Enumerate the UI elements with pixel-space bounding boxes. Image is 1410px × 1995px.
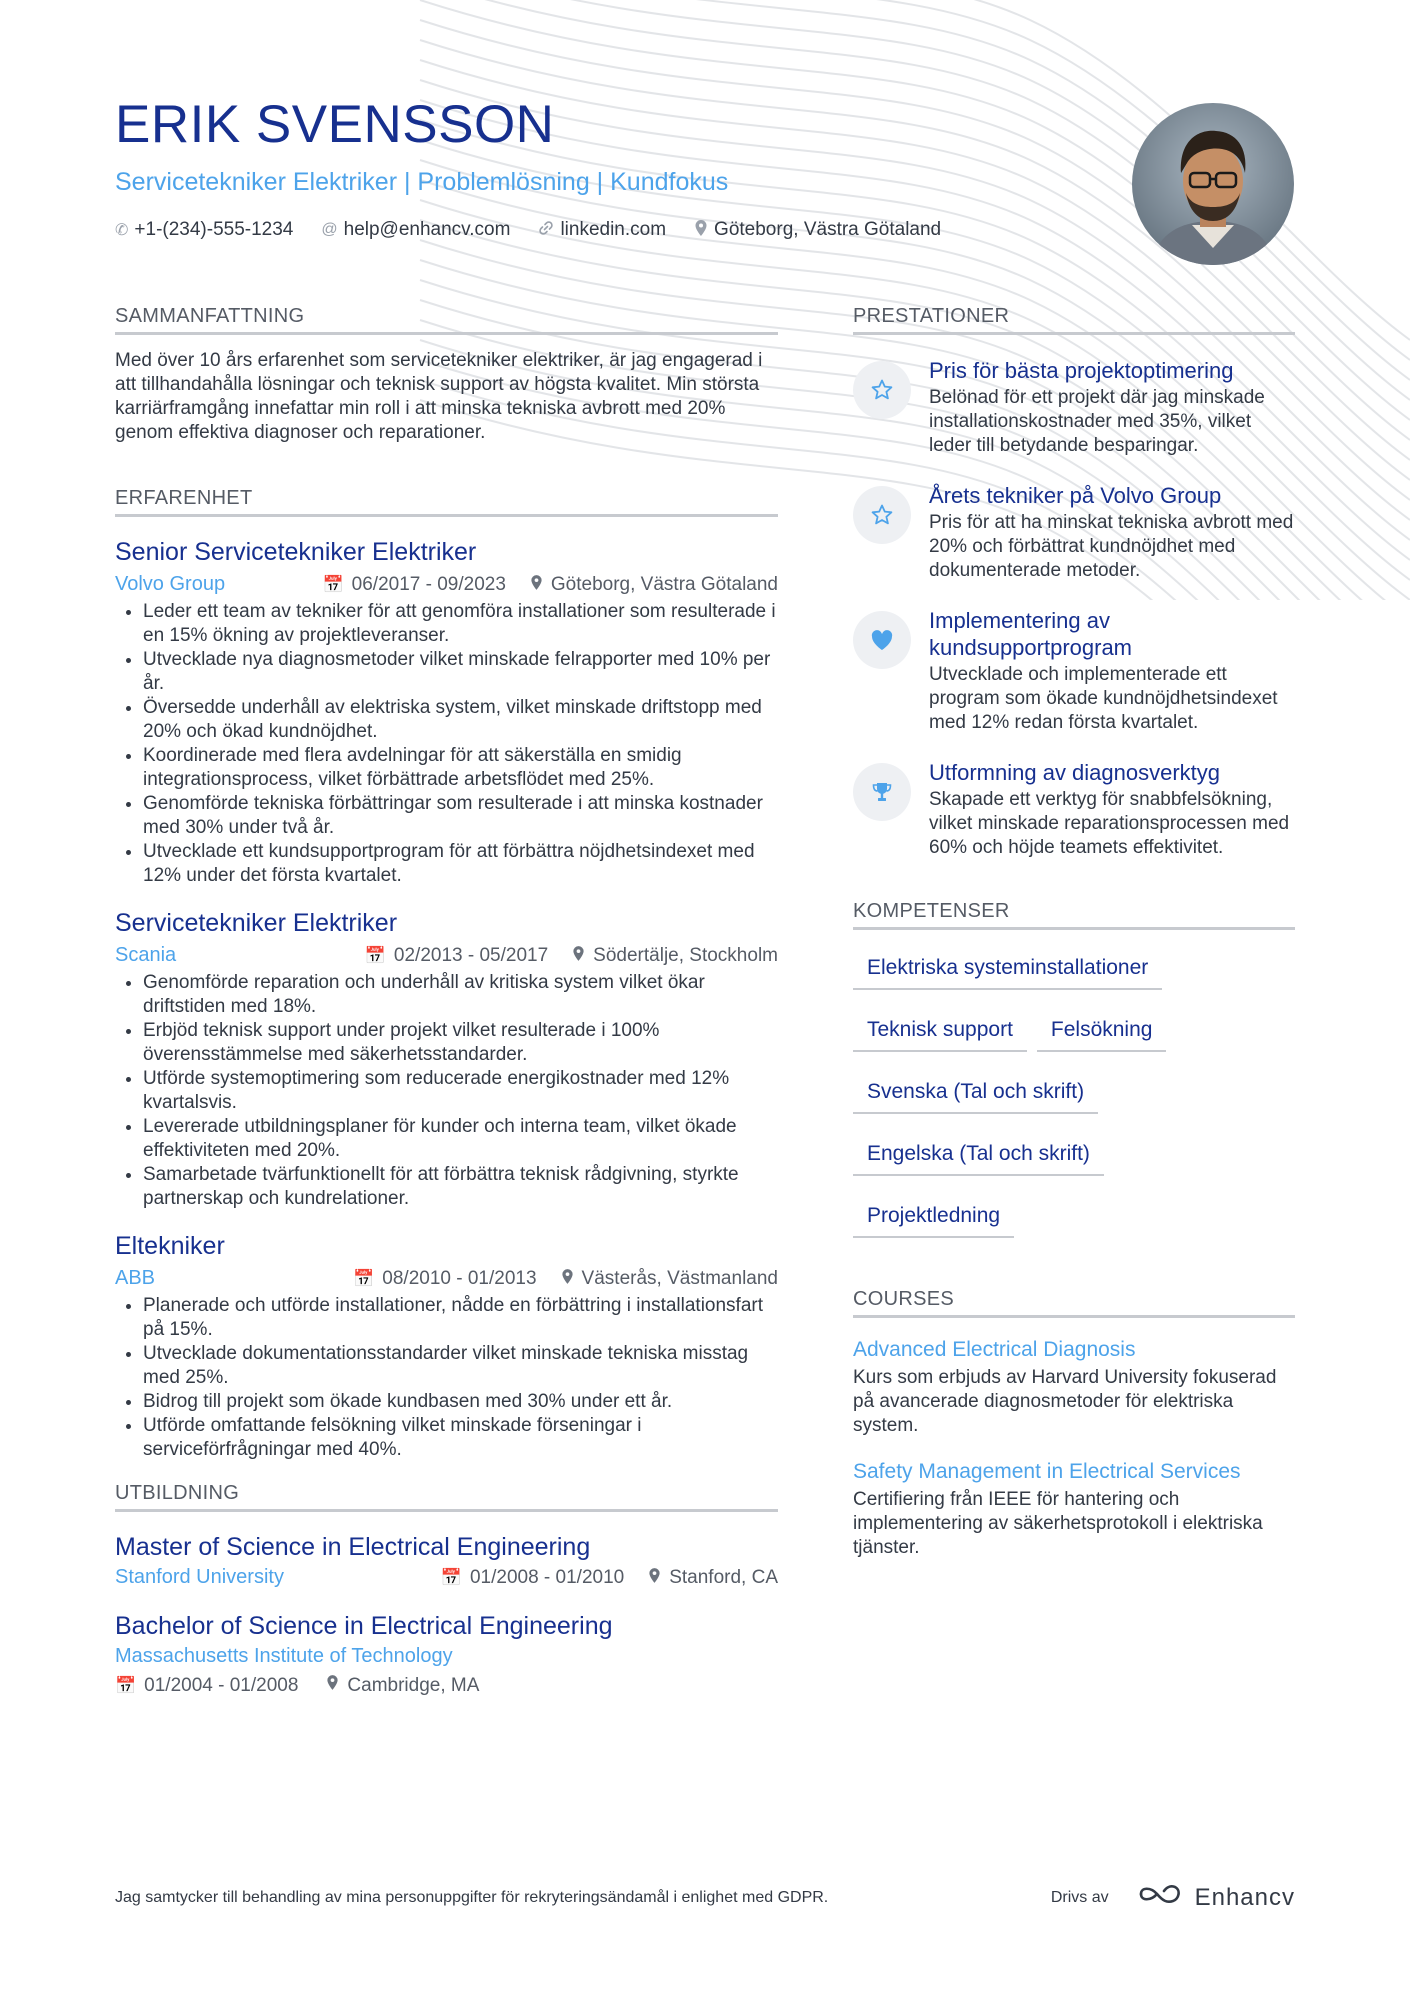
job-bullet: • Genomförde tekniska förbättringar som resulterade i att minska kostnader med 30% under två år. [143,792,778,840]
resume-header [115,95,1115,242]
job-dates: 08/2010 - 01/2013 [382,1267,537,1289]
job-meta [115,1267,778,1290]
skill-tag: Felsökning [1037,1010,1167,1052]
achievement-item [853,759,1295,860]
link-icon [538,220,554,241]
course-desc: Kurs som erbjuds av Harvard University fokuserad på avancerade diagnosmetoder för elektriska system. [853,1367,1277,1436]
contact-email[interactable] [321,219,510,241]
job-title: Eltekniker [115,1232,225,1260]
job-title: Servicetekniker Elektriker [115,909,398,937]
course-desc: Certifiering från IEEE för hantering och implementering av säkerhetsprotokoll i elektriska tjänster. [853,1489,1263,1558]
summary-section [115,305,778,445]
achievement-desc: Pris för att ha minskat tekniska avbrott med 20% och förbättrat kundnöjdhet med dokumenterade metoder. [929,512,1294,581]
job-bullet: • Bidrog till projekt som ökade kundbasen med 30% under ett år. [143,1390,778,1414]
enhancv-logo[interactable] [1137,1882,1295,1913]
contact-location [694,219,941,242]
job-bullet: • Utvecklade ett kundsupportprogram för att förbättra nöjdhetsindexet med 12% under det första kvartalet. [143,840,778,888]
education-section [115,1482,778,1697]
education-details [441,1567,778,1589]
profile-photo [1132,103,1294,265]
infinity-logo-icon [1137,1882,1185,1913]
job-bullet: • Leder ett team av tekniker för att genomföra installationer som resulterade i en 15% ökning av projektleveranser. [143,600,778,648]
contact-linkedin[interactable] [538,219,666,241]
course-item [853,1460,1295,1560]
job-details [353,1268,778,1290]
achievement-item [853,607,1295,735]
achievement-item [853,357,1295,458]
heart-icon [853,611,911,669]
skill-tag: Elektriska systeminstallationer [853,948,1162,990]
company-name: Scania [115,944,177,966]
job-dates: 06/2017 - 09/2023 [351,573,506,595]
candidate-name: ERIK SVENSSON [115,95,555,154]
job-entry [115,908,778,1211]
job-bullet: • Levererade utbildningsplaner för kunder och interna team, vilket ökade effektiviteten med 20%. [143,1115,778,1163]
company-name: Volvo Group [115,573,226,595]
candidate-title: Servicetekniker Elektriker | Problemlösning | Kundfokus [115,168,729,196]
education-meta [115,1566,778,1589]
job-details [322,574,778,596]
achievement-title: Pris för bästa projektoptimering [929,358,1234,383]
degree-title: Master of Science in Electrical Engineering [115,1533,591,1561]
trophy-icon [853,763,911,821]
star-icon [853,361,911,419]
location-pin-icon [648,1567,661,1589]
job-meta [115,944,778,967]
achievement-title: Utformning av diagnosverktyg [929,760,1221,785]
education-dates: 01/2008 - 01/2010 [469,1566,625,1588]
summary-heading: SAMMANFATTNING [115,305,778,335]
skill-tag: Teknisk support [853,1010,1027,1052]
location-pin-icon [561,1268,574,1290]
job-bullet: • Utförde systemoptimering som reducerade energikostnader med 12% kvartalsvis. [143,1067,778,1115]
summary-text: Med över 10 års erfarenhet som servicetekniker elektriker, är jag engagerad i att tillhandahålla lösningar och teknisk support av högsta kvalitet. Min största karriärframgång innefattar min roll i att minska tekniska avbrott med 20% genom effektiva diagnoser och reparationer. [115,350,763,443]
phone-icon: ✆ [115,222,129,239]
job-dates: 02/2013 - 05/2017 [393,944,549,966]
brand-name: Enhancv [1194,1883,1295,1911]
left-column [115,305,778,1719]
skill-tag: Engelska (Tal och skrift) [853,1134,1104,1176]
experience-section [115,487,778,1462]
education-item [115,1532,778,1589]
location-pin-icon [326,1674,339,1697]
calendar-icon: 📅 [322,574,344,594]
skill-tag: Svenska (Tal och skrift) [853,1072,1098,1114]
calendar-icon: 📅 [353,1268,375,1288]
degree-title: Bachelor of Science in Electrical Engineering [115,1612,613,1640]
job-list [115,537,778,1462]
job-entry [115,1231,778,1462]
job-location: Södertälje, Stockholm [593,944,778,966]
powered-by [1051,1882,1295,1913]
job-location: Västerås, Västmanland [581,1267,778,1289]
phone-text: +1-(234)-555-1234 [134,219,294,240]
location-text: Göteborg, Västra Götaland [714,219,942,240]
education-dates: 01/2004 - 01/2008 [144,1674,299,1696]
course-item [853,1338,1295,1438]
job-bullet: • Planerade och utförde installationer, nådde en förbättring i installationsfart på 15%. [143,1294,778,1342]
company-name: ABB [115,1267,156,1289]
achievement-item [853,482,1295,583]
job-meta [115,573,778,596]
job-bullets [115,971,778,1211]
page-footer [115,1882,1295,1913]
calendar-icon: 📅 [364,945,386,965]
course-title: Advanced Electrical Diagnosis [853,1338,1136,1361]
star-icon [853,486,911,544]
experience-heading: ERFARENHET [115,487,778,517]
job-bullets [115,1294,778,1462]
education-heading: UTBILDNING [115,1482,778,1512]
education-meta [115,1645,778,1668]
school-name: Stanford University [115,1566,284,1588]
contact-row [115,219,1115,242]
location-pin-icon [530,574,543,596]
skill-tag: Projektledning [853,1196,1014,1238]
location-pin-icon [572,945,585,967]
job-bullet: • Erbjöd teknisk support under projekt vilket resulterade i 100% överensstämmelse med säkerhetsstandarder. [143,1019,778,1067]
courses-section [853,1288,1295,1560]
school-name: Massachusetts Institute of Technology [115,1645,453,1667]
achievements-section [853,305,1295,860]
job-title: Senior Servicetekniker Elektriker [115,538,477,566]
at-icon: @ [321,221,338,238]
achievement-desc: Utvecklade och implementerade ett program som ökade kundnöjdhetsindexet med 12% redan första kvartalet. [929,664,1278,733]
job-bullet: • Översedde underhåll av elektriska system, vilket minskade driftstopp med 20% och ökad kundnöjdhet. [143,696,778,744]
achievements-heading: PRESTATIONER [853,305,1295,335]
job-bullet: • Samarbetade tvärfunktionellt för att förbättra teknisk rådgivning, styrkte partnerskap och kundrelationer. [143,1163,778,1211]
courses-heading: COURSES [853,1288,1295,1318]
achievement-title: Implementering av kundsupportprogram [929,608,1133,660]
email-text: help@enhancv.com [343,219,511,240]
location-pin-icon [694,219,708,242]
job-details [365,945,778,967]
job-bullets [115,600,778,888]
achievement-desc: Skapade ett verktyg för snabbfelsökning, vilket minskade reparationsprocessen med 60% och höjde teamets effektivitet. [929,789,1290,858]
job-bullet: • Utvecklade nya diagnosmetoder vilket minskade felrapporter med 10% per år. [143,648,778,696]
job-bullet: • Utförde omfattande felsökning vilket minskade förseningar i serviceförfrågningar med 40%. [143,1414,778,1462]
powered-by-label: Drivs av [1050,1888,1109,1906]
job-bullet: • Genomförde reparation och underhåll av kritiska system vilket ökar driftstiden med 18%. [143,971,778,1019]
contact-phone[interactable] [115,219,293,241]
skills-heading: KOMPETENSER [853,900,1295,930]
achievement-desc: Belönad för ett projekt där jag minskade installationskostnader med 35%, vilket leder till betydande besparingar. [929,387,1265,456]
linkedin-text: linkedin.com [560,219,667,240]
calendar-icon: 📅 [440,1567,462,1587]
course-title: Safety Management in Electrical Services [853,1460,1241,1483]
education-details [115,1674,778,1697]
job-entry [115,537,778,888]
right-column [853,305,1295,1582]
education-location: Cambridge, MA [347,1674,480,1696]
education-location: Stanford, CA [669,1566,778,1588]
education-item [115,1611,778,1697]
job-bullet: • Utvecklade dokumentationsstandarder vilket minskade tekniska misstag med 25%. [143,1342,778,1390]
skill-list [853,948,1295,1238]
gdpr-consent-text: Jag samtycker till behandling av mina personuppgifter för rekryteringsändamål i enlighet med GDPR. [115,1888,829,1906]
job-location: Göteborg, Västra Götaland [550,573,778,595]
calendar-icon: 📅 [115,1675,137,1695]
job-bullet: • Koordinerade med flera avdelningar för att säkerställa en smidig integrationsprocess, vilket förbättrade arbetsflödet med 25%. [143,744,778,792]
achievement-title: Årets tekniker på Volvo Group [929,483,1222,508]
skills-section [853,900,1295,1238]
